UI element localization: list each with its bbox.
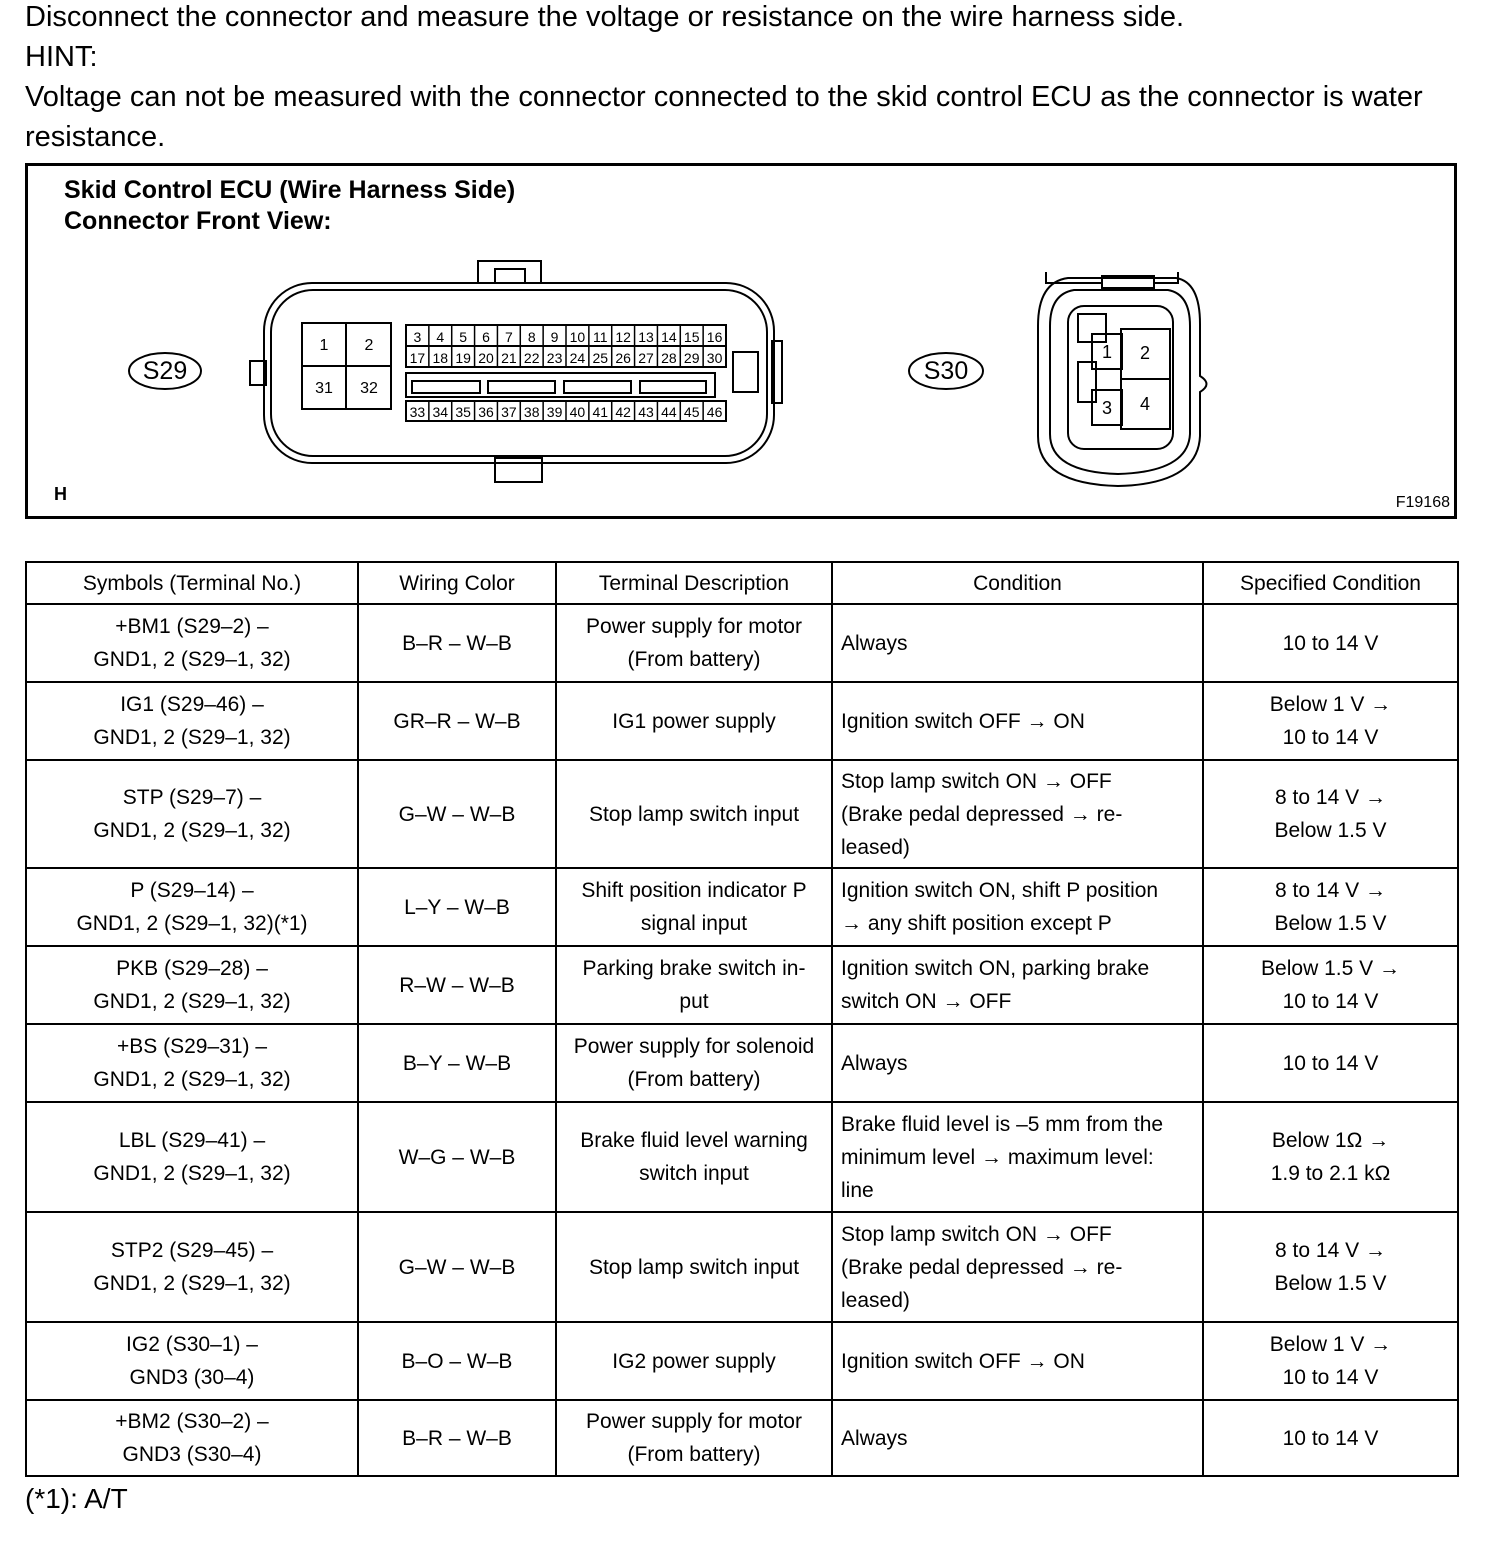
description-cell-line: Brake fluid level warning (580, 1129, 808, 1152)
symbol-cell (26, 604, 358, 682)
wiring-color-cell: B–Y – W–B (358, 1024, 556, 1102)
hint-text-line2: resistance. (25, 121, 166, 153)
s29-pin-30: 30 (706, 350, 723, 366)
condition-cell-line: Ignition switch OFF → ON (841, 1349, 1085, 1373)
s29-pin-23: 23 (546, 350, 563, 366)
condition-cell-line: → any shift position except P (841, 912, 1112, 935)
s29-pin-26: 26 (615, 350, 631, 366)
connector-diagram (28, 166, 1454, 516)
spec-cell-line: Below 1.5 V → (1261, 957, 1400, 980)
symbol-cell-line: GND1, 2 (S29–1, 32) (93, 648, 291, 671)
condition-cell-line: leased) (841, 1288, 910, 1312)
s29-pin-13: 13 (638, 329, 654, 345)
description-cell (556, 1400, 832, 1476)
spec-cell-line: 1.9 to 2.1 kΩ (1270, 1162, 1391, 1185)
condition-cell (832, 1400, 1203, 1476)
table-row (26, 1102, 1458, 1212)
figure-subtitle: Connector Front View: (64, 207, 332, 235)
description-cell (556, 1322, 832, 1400)
symbol-cell-line: +BM2 (S30–2) – (115, 1410, 269, 1433)
spec-cell (1203, 946, 1458, 1024)
s29-pin-1: 1 (319, 337, 329, 354)
s29-pin-18: 18 (432, 350, 449, 366)
s29-pin-17: 17 (409, 350, 426, 366)
s29-pin-12: 12 (615, 329, 631, 345)
description-cell (556, 760, 832, 868)
condition-cell-line: minimum level → maximum level: (841, 1145, 1154, 1169)
description-cell (556, 682, 832, 760)
wiring-color-cell: L–Y – W–B (358, 868, 556, 946)
symbol-cell-line: GND1, 2 (S29–1, 32) (93, 819, 291, 842)
wiring-color-cell: B–R – W–B (358, 1400, 556, 1476)
symbol-cell-line: GND3 (S30–4) (122, 1443, 262, 1466)
spec-cell-line: Below 1.5 V (1274, 819, 1387, 842)
condition-cell-line: Always (841, 1426, 908, 1450)
s29-pin-39: 39 (546, 404, 563, 420)
condition-cell-line: (Brake pedal depressed → re- (841, 1255, 1123, 1279)
spec-cell-line: 10 to 14 V (1282, 1051, 1379, 1075)
description-cell-line: signal input (640, 912, 748, 935)
description-cell (556, 1102, 832, 1212)
condition-cell (832, 682, 1203, 760)
symbol-cell-line: +BS (S29–31) – (116, 1035, 267, 1058)
description-cell-line: Stop lamp switch input (588, 1255, 800, 1279)
s29-pin-4: 4 (436, 329, 445, 345)
symbol-cell (26, 1024, 358, 1102)
spec-cell-line: Below 1 V → (1269, 693, 1392, 716)
spec-cell-line: 10 to 14 V (1282, 631, 1379, 655)
s29-pin-32: 32 (360, 380, 378, 397)
symbol-cell-line: GND1, 2 (S29–1, 32)(*1) (76, 912, 308, 935)
condition-cell-line: Ignition switch ON, parking brake (841, 957, 1150, 980)
symbol-cell-line: GND1, 2 (S29–1, 32) (93, 1068, 291, 1091)
symbol-cell-line: GND3 (30–4) (129, 1366, 255, 1389)
wiring-color-cell: W–G – W–B (358, 1102, 556, 1212)
description-cell (556, 1024, 832, 1102)
s29-pin-36: 36 (478, 404, 494, 420)
description-cell-line: IG1 power supply (612, 709, 776, 733)
description-cell-line: Parking brake switch in- (582, 957, 806, 980)
table-row (26, 1400, 1458, 1476)
description-cell-line: IG2 power supply (612, 1349, 776, 1373)
header-symbols: Symbols (Terminal No.) (26, 562, 358, 604)
figure-code: F19168 (1395, 494, 1450, 511)
s29-pin-10: 10 (569, 329, 586, 345)
s29-pin-35: 35 (455, 404, 471, 420)
condition-cell-line: Ignition switch OFF → ON (841, 709, 1085, 733)
s29-pin-19: 19 (455, 350, 471, 366)
description-cell-line: put (679, 990, 709, 1013)
condition-cell (832, 604, 1203, 682)
s29-pin-21: 21 (501, 350, 517, 366)
symbol-cell-line: IG2 (S30–1) – (126, 1333, 258, 1356)
s29-pin-7: 7 (504, 329, 513, 345)
table-row (26, 1322, 1458, 1400)
spec-cell (1203, 604, 1458, 682)
condition-cell (832, 1212, 1203, 1322)
symbol-cell-line: GND1, 2 (S29–1, 32) (93, 1162, 291, 1185)
symbol-cell-line: +BM1 (S29–2) – (115, 615, 269, 638)
table-row (26, 1024, 1458, 1102)
wiring-color-cell: B–R – W–B (358, 604, 556, 682)
s29-pin-43: 43 (638, 404, 654, 420)
description-cell-line: switch input (639, 1162, 749, 1185)
s29-pin-9: 9 (550, 329, 559, 345)
s29-pin-34: 34 (432, 404, 449, 420)
s29-pin-14: 14 (661, 329, 677, 345)
spec-cell (1203, 682, 1458, 760)
hint-label: HINT: (25, 41, 98, 73)
s29-pin-40: 40 (569, 404, 586, 420)
spec-cell (1203, 760, 1458, 868)
instruction-text: Disconnect the connector and measure the voltage or resistance on the wire harness side. (25, 1, 1185, 33)
hint-text-line1: Voltage can not be measured with the connector connected to the skid control ECU as the connector is water (25, 81, 1423, 113)
header-condition: Condition (832, 562, 1203, 604)
spec-cell-line: 10 to 14 V (1282, 726, 1379, 749)
spec-cell-line: 10 to 14 V (1282, 990, 1379, 1013)
s29-pin-42: 42 (615, 404, 631, 420)
s29-pin-46: 46 (706, 404, 723, 420)
figure-title: Skid Control ECU (Wire Harness Side) (64, 176, 516, 204)
s30-pin-3: 3 (1101, 398, 1113, 418)
table-row (26, 682, 1458, 760)
s29-pin-38: 38 (523, 404, 540, 420)
spec-cell (1203, 1322, 1458, 1400)
s30-pin-4: 4 (1139, 394, 1151, 414)
s29-pin-41: 41 (592, 404, 609, 420)
s29-label: S29 (142, 357, 188, 385)
table-row (26, 760, 1458, 868)
condition-cell (832, 1024, 1203, 1102)
symbol-cell (26, 868, 358, 946)
s29-pin-22: 22 (523, 350, 540, 366)
symbol-cell-line: GND1, 2 (S29–1, 32) (93, 990, 291, 1013)
spec-cell-line: Below 1 V → (1269, 1333, 1392, 1356)
symbol-cell (26, 1322, 358, 1400)
s29-pin-15: 15 (683, 329, 700, 345)
s29-pin-31: 31 (315, 380, 333, 397)
description-cell (556, 604, 832, 682)
header-terminal-description: Terminal Description (556, 562, 832, 604)
s29-pin-27: 27 (638, 350, 654, 366)
spec-cell-line: Below 1.5 V (1274, 1272, 1387, 1295)
s29-bottom-latch (495, 458, 542, 482)
symbol-cell (26, 760, 358, 868)
symbol-cell-line: STP2 (S29–45) – (110, 1239, 274, 1262)
s29-pin-6: 6 (482, 329, 490, 345)
symbol-cell (26, 1102, 358, 1212)
s29-pin-29: 29 (683, 350, 700, 366)
s29-pin-44: 44 (661, 404, 677, 420)
header-wiring-color: Wiring Color (358, 562, 556, 604)
s29-pin-37: 37 (501, 404, 517, 420)
condition-cell-line: Brake fluid level is –5 mm from the (841, 1112, 1164, 1136)
table-header-row (26, 562, 1458, 604)
condition-cell (832, 946, 1203, 1024)
condition-cell-line: (Brake pedal depressed → re- (841, 802, 1123, 826)
figure-corner-mark: H (54, 484, 67, 504)
symbol-cell (26, 682, 358, 760)
condition-cell (832, 1322, 1203, 1400)
table-row (26, 868, 1458, 946)
s29-pin-28: 28 (661, 350, 677, 366)
condition-cell-line: line (841, 1178, 874, 1202)
s29-pin-24: 24 (569, 350, 586, 366)
spec-cell (1203, 1212, 1458, 1322)
wiring-color-cell: B–O – W–B (358, 1322, 556, 1400)
description-cell-line: Shift position indicator P (581, 879, 807, 902)
symbol-cell-line: P (S29–14) – (130, 879, 254, 902)
condition-cell-line: Always (841, 631, 908, 655)
table-row (26, 1212, 1458, 1322)
symbol-cell-line: GND1, 2 (S29–1, 32) (93, 1272, 291, 1295)
connector-figure (25, 163, 1457, 519)
s30-pin-2: 2 (1139, 343, 1151, 363)
s29-pin-45: 45 (683, 404, 700, 420)
symbol-cell-line: GND1, 2 (S29–1, 32) (93, 726, 291, 749)
description-cell-line: (From battery) (627, 1068, 761, 1091)
symbol-cell-line: IG1 (S29–46) – (120, 693, 264, 716)
condition-cell-line: Stop lamp switch ON → OFF (841, 1222, 1112, 1246)
spec-cell-line: 10 to 14 V (1282, 1366, 1379, 1389)
description-cell-line: Power supply for motor (586, 1410, 802, 1433)
description-cell (556, 946, 832, 1024)
wiring-color-cell: G–W – W–B (358, 760, 556, 868)
wiring-color-cell: R–W – W–B (358, 946, 556, 1024)
spec-cell-line: Below 1Ω → (1271, 1129, 1390, 1152)
table-row (26, 946, 1458, 1024)
condition-cell-line: Ignition switch ON, shift P position (841, 879, 1159, 902)
header-specified-condition: Specified Condition (1203, 562, 1458, 604)
s29-pin-20: 20 (478, 350, 494, 366)
condition-cell-line: leased) (841, 835, 910, 859)
condition-cell (832, 868, 1203, 946)
s29-pin-2: 2 (364, 337, 374, 354)
symbol-cell-line: PKB (S29–28) – (116, 957, 268, 980)
s29-pin-8: 8 (527, 329, 536, 345)
s30-label: S30 (923, 357, 969, 385)
symbol-cell-line: LBL (S29–41) – (118, 1129, 266, 1152)
s29-pin-33: 33 (409, 404, 426, 420)
condition-cell-line: switch ON → OFF (841, 990, 1012, 1013)
condition-cell-line: Stop lamp switch ON → OFF (841, 769, 1112, 793)
description-cell-line: (From battery) (627, 1443, 761, 1466)
spec-cell-line: 8 to 14 V → (1275, 786, 1386, 809)
spec-cell-line: 8 to 14 V → (1275, 1239, 1386, 1262)
table-row (26, 604, 1458, 682)
symbol-cell (26, 1212, 358, 1322)
s29-pin-3: 3 (413, 329, 422, 345)
symbol-cell (26, 946, 358, 1024)
spec-cell (1203, 1102, 1458, 1212)
spec-cell-line: Below 1.5 V (1274, 912, 1387, 935)
symbol-cell (26, 1400, 358, 1476)
s30-pin-1: 1 (1101, 342, 1113, 362)
condition-cell (832, 1102, 1203, 1212)
spec-cell (1203, 868, 1458, 946)
wiring-color-cell: G–W – W–B (358, 1212, 556, 1322)
condition-cell (832, 760, 1203, 868)
description-cell-line: (From battery) (627, 648, 761, 671)
description-cell-line: Power supply for solenoid (573, 1035, 815, 1058)
s29-pin-25: 25 (592, 350, 609, 366)
spec-cell (1203, 1400, 1458, 1476)
symbol-cell-line: STP (S29–7) – (122, 786, 262, 809)
footnote: (*1): A/T (25, 1483, 128, 1514)
spec-cell (1203, 1024, 1458, 1102)
s29-pin-5: 5 (459, 329, 468, 345)
description-cell-line: Stop lamp switch input (588, 802, 800, 826)
spec-cell-line: 10 to 14 V (1282, 1426, 1379, 1450)
description-cell (556, 868, 832, 946)
wiring-color-cell: GR–R – W–B (358, 682, 556, 760)
description-cell (556, 1212, 832, 1322)
s29-pin-11: 11 (593, 329, 608, 345)
terminal-spec-table (25, 561, 1459, 1477)
description-cell-line: Power supply for motor (586, 615, 802, 638)
s29-pin-16: 16 (706, 329, 723, 345)
spec-cell-line: 8 to 14 V → (1275, 879, 1386, 902)
condition-cell-line: Always (841, 1051, 908, 1075)
